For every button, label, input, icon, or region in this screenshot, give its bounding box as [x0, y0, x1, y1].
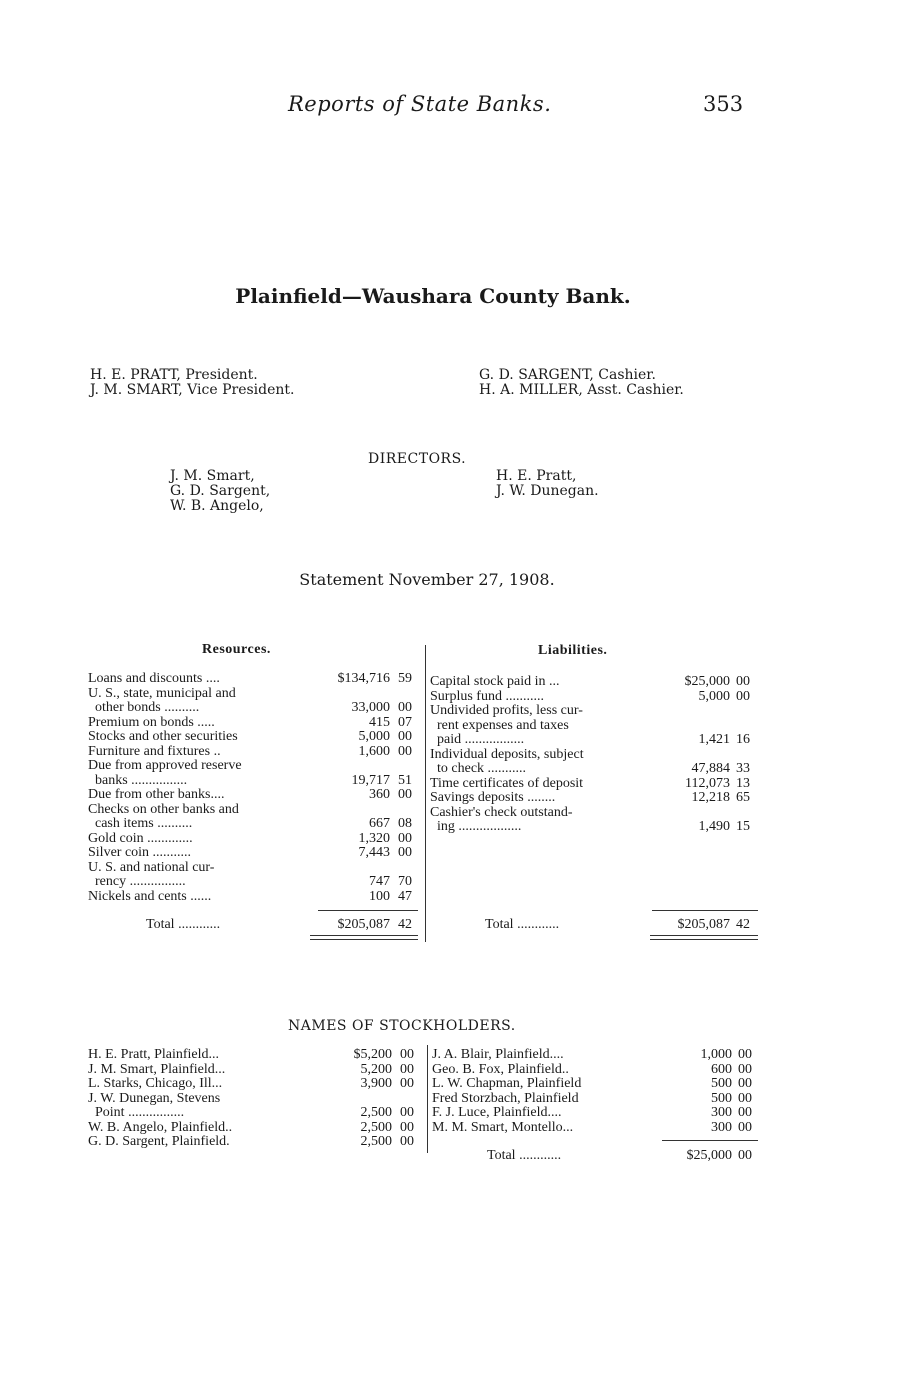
- row-label: H. E. Pratt, Plainfield...: [88, 1047, 220, 1062]
- row-label: W. B. Angelo, Plainfield..: [88, 1119, 233, 1135]
- total-label: Total ............: [485, 917, 560, 932]
- total-dollars: $205,087: [677, 917, 730, 932]
- row-cents: 00: [738, 1119, 752, 1135]
- row-label: Capital stock paid in ...: [430, 674, 560, 689]
- liabilities-row: [430, 674, 758, 689]
- row-label: F. J. Luce, Plainfield....: [432, 1105, 562, 1120]
- total-dollars: $25,000: [686, 1148, 732, 1163]
- row-label: Point ................: [88, 1105, 185, 1120]
- row-label: rent expenses and taxes: [430, 717, 569, 733]
- row-label: cash items ..........: [88, 816, 193, 831]
- row-label: Loans and discounts ....: [88, 671, 220, 686]
- resources-row: [88, 671, 418, 686]
- page-number: 353: [703, 92, 744, 116]
- row-cents: 51: [398, 772, 412, 788]
- resources-row: [88, 889, 418, 904]
- row-dollars: 1,490: [698, 819, 730, 834]
- stockholders-total-rule: [662, 1140, 758, 1141]
- row-dollars: 3,900: [360, 1076, 392, 1091]
- resources-total-rule: [318, 910, 418, 911]
- row-label: Furniture and fixtures ..: [88, 743, 221, 759]
- stockholder-row: [432, 1047, 760, 1062]
- row-cents: 00: [398, 743, 412, 759]
- resources-row: [88, 802, 418, 817]
- row-label: ing ..................: [430, 819, 522, 834]
- liabilities-row: [430, 790, 758, 805]
- stockholder-row: [432, 1062, 760, 1077]
- stockholders-heading: NAMES OF STOCKHOLDERS.: [288, 1018, 516, 1034]
- officer-vice-president: J. M. SMART, Vice President.: [90, 382, 295, 398]
- liabilities-total-row: [430, 917, 758, 932]
- statement-title: Statement November 27, 1908.: [299, 570, 555, 589]
- director-name: G. D. Sargent,: [170, 483, 271, 499]
- resources-row: [88, 686, 418, 701]
- row-cents: 00: [400, 1134, 414, 1149]
- total-dollars: $205,087: [337, 917, 390, 932]
- row-dollars: 19,717: [351, 772, 390, 788]
- liabilities-double-rule: [650, 935, 758, 940]
- row-label: M. M. Smart, Montello...: [432, 1119, 574, 1135]
- stockholders-total-row: [432, 1148, 760, 1163]
- row-cents: 00: [398, 700, 412, 715]
- stockholder-row: [88, 1076, 420, 1091]
- liabilities-total-rule: [652, 910, 758, 911]
- row-label: Due from other banks....: [88, 787, 225, 802]
- row-label: Stocks and other securities: [88, 729, 238, 744]
- row-cents: 08: [398, 816, 412, 831]
- stockholders-divider: [427, 1045, 428, 1153]
- total-cents: 42: [736, 917, 750, 932]
- row-cents: 13: [736, 775, 750, 791]
- row-label: Silver coin ...........: [88, 845, 192, 860]
- resources-row: [88, 758, 418, 773]
- row-cents: 47: [398, 888, 412, 904]
- liabilities-row: [430, 689, 758, 704]
- stockholder-row: [88, 1120, 420, 1135]
- stockholder-row: [432, 1091, 760, 1106]
- row-label: J. W. Dunegan, Stevens: [88, 1090, 221, 1106]
- resources-row: [88, 787, 418, 802]
- row-label: Individual deposits, subject: [430, 746, 584, 762]
- liabilities-row: [430, 761, 758, 776]
- row-dollars: 600: [711, 1061, 732, 1077]
- row-cents: 00: [738, 1061, 752, 1077]
- row-label: Due from approved reserve: [88, 758, 242, 773]
- row-label: rency ................: [88, 874, 186, 889]
- row-cents: 65: [736, 790, 750, 805]
- running-title: Reports of State Banks.: [288, 92, 552, 116]
- row-dollars: 1,000: [700, 1047, 732, 1062]
- row-dollars: 1,320: [358, 830, 390, 846]
- row-dollars: 100: [369, 888, 390, 904]
- row-label: Checks on other banks and: [88, 801, 239, 817]
- liabilities-row: [430, 819, 758, 834]
- resources-row: [88, 860, 418, 875]
- row-dollars: 2,500: [360, 1105, 392, 1120]
- total-cents: 42: [398, 917, 412, 932]
- row-dollars: 500: [711, 1076, 732, 1091]
- row-dollars: 12,218: [691, 790, 730, 805]
- stockholder-row: [432, 1120, 760, 1135]
- officer-president: H. E. PRATT, President.: [90, 367, 258, 383]
- column-divider: [425, 645, 426, 942]
- row-label: to check ...........: [430, 761, 527, 776]
- stockholder-row: [88, 1047, 420, 1062]
- officer-asst-cashier: H. A. MILLER, Asst. Cashier.: [479, 382, 684, 398]
- row-dollars: 300: [711, 1105, 732, 1120]
- row-cents: 07: [398, 714, 412, 730]
- row-label: Undivided profits, less cur-: [430, 703, 583, 718]
- row-dollars: 500: [711, 1090, 732, 1106]
- row-cents: 00: [400, 1061, 414, 1077]
- row-cents: 16: [736, 732, 750, 747]
- row-dollars: 300: [711, 1119, 732, 1135]
- row-cents: 00: [400, 1105, 414, 1120]
- row-label: Savings deposits ........: [430, 790, 556, 805]
- row-dollars: 360: [369, 787, 390, 802]
- row-dollars: 2,500: [360, 1119, 392, 1135]
- row-label: J. M. Smart, Plainfield...: [88, 1061, 226, 1077]
- row-label: J. A. Blair, Plainfield....: [432, 1047, 564, 1062]
- row-cents: 00: [398, 830, 412, 846]
- stockholder-row: [432, 1076, 760, 1091]
- resources-total-row: [88, 917, 418, 932]
- stockholder-row: [88, 1105, 420, 1120]
- row-dollars: $5,200: [353, 1047, 392, 1062]
- director-name: W. B. Angelo,: [170, 498, 264, 514]
- row-dollars: 2,500: [360, 1134, 392, 1149]
- resources-row: [88, 874, 418, 889]
- row-dollars: $25,000: [684, 674, 730, 689]
- officer-cashier: G. D. SARGENT, Cashier.: [479, 367, 656, 383]
- liabilities-row: [430, 718, 758, 733]
- resources-row: [88, 729, 418, 744]
- row-cents: 00: [736, 674, 750, 689]
- row-label: paid .................: [430, 732, 525, 747]
- liabilities-row: [430, 732, 758, 747]
- row-cents: 15: [736, 819, 750, 834]
- resources-row: [88, 816, 418, 831]
- stockholder-row: [88, 1062, 420, 1077]
- row-dollars: $134,716: [337, 671, 390, 686]
- resources-double-rule: [310, 935, 418, 940]
- liabilities-heading: Liabilities.: [538, 643, 608, 658]
- row-cents: 00: [398, 729, 412, 744]
- row-dollars: 747: [369, 874, 390, 889]
- row-cents: 59: [398, 671, 412, 686]
- row-dollars: 112,073: [685, 775, 730, 791]
- liabilities-row: [430, 703, 758, 718]
- row-label: U. S., state, municipal and: [88, 685, 236, 701]
- row-cents: 00: [738, 1090, 752, 1106]
- row-cents: 00: [400, 1076, 414, 1091]
- director-name: H. E. Pratt,: [496, 468, 577, 484]
- row-label: Nickels and cents ......: [88, 888, 212, 904]
- resources-row: [88, 715, 418, 730]
- row-label: banks ................: [88, 772, 188, 788]
- row-cents: 33: [736, 761, 750, 776]
- resources-heading: Resources.: [202, 642, 271, 657]
- row-dollars: 7,443: [358, 845, 390, 860]
- row-label: Cashier's check outstand-: [430, 804, 573, 820]
- stockholder-row: [432, 1105, 760, 1120]
- total-label: Total ............: [146, 917, 221, 932]
- row-dollars: 5,200: [360, 1061, 392, 1077]
- resources-row: [88, 773, 418, 788]
- stockholder-row: [88, 1134, 420, 1149]
- stockholder-row: [88, 1091, 420, 1106]
- row-label: Gold coin .............: [88, 830, 193, 846]
- resources-row: [88, 845, 418, 860]
- row-label: Fred Storzbach, Plainfield: [432, 1090, 579, 1106]
- director-name: J. M. Smart,: [170, 468, 255, 484]
- row-label: U. S. and national cur-: [88, 859, 215, 875]
- liabilities-row: [430, 805, 758, 820]
- row-label: Premium on bonds .....: [88, 714, 215, 730]
- row-cents: 00: [738, 1076, 752, 1091]
- director-name: J. W. Dunegan.: [496, 483, 599, 499]
- row-cents: 00: [398, 845, 412, 860]
- row-cents: 00: [398, 787, 412, 802]
- row-dollars: 667: [369, 816, 390, 831]
- resources-row: [88, 700, 418, 715]
- row-cents: 00: [400, 1047, 414, 1062]
- row-cents: 00: [736, 688, 750, 704]
- liabilities-row: [430, 776, 758, 791]
- row-cents: 00: [738, 1105, 752, 1120]
- row-label: Surplus fund ...........: [430, 688, 544, 704]
- row-dollars: 47,884: [691, 761, 730, 776]
- row-dollars: 1,421: [698, 732, 730, 747]
- total-label: Total ............: [487, 1148, 562, 1163]
- row-label: L. Starks, Chicago, Ill...: [88, 1076, 223, 1091]
- liabilities-row: [430, 747, 758, 762]
- row-cents: 00: [738, 1047, 752, 1062]
- row-label: other bonds ..........: [88, 700, 200, 715]
- row-dollars: 5,000: [698, 688, 730, 704]
- bank-title: Plainfield—Waushara County Bank.: [235, 284, 631, 308]
- row-label: L. W. Chapman, Plainfield: [432, 1076, 582, 1091]
- row-dollars: 5,000: [358, 729, 390, 744]
- row-label: Geo. B. Fox, Plainfield..: [432, 1061, 569, 1077]
- row-dollars: 1,600: [358, 743, 390, 759]
- row-label: Time certificates of deposit: [430, 775, 584, 791]
- row-label: G. D. Sargent, Plainfield.: [88, 1134, 230, 1149]
- row-dollars: 415: [369, 714, 390, 730]
- row-cents: 70: [398, 874, 412, 889]
- directors-heading: DIRECTORS.: [368, 451, 467, 467]
- row-cents: 00: [400, 1119, 414, 1135]
- total-cents: 00: [738, 1148, 752, 1163]
- resources-row: [88, 744, 418, 759]
- resources-row: [88, 831, 418, 846]
- row-dollars: 33,000: [351, 700, 390, 715]
